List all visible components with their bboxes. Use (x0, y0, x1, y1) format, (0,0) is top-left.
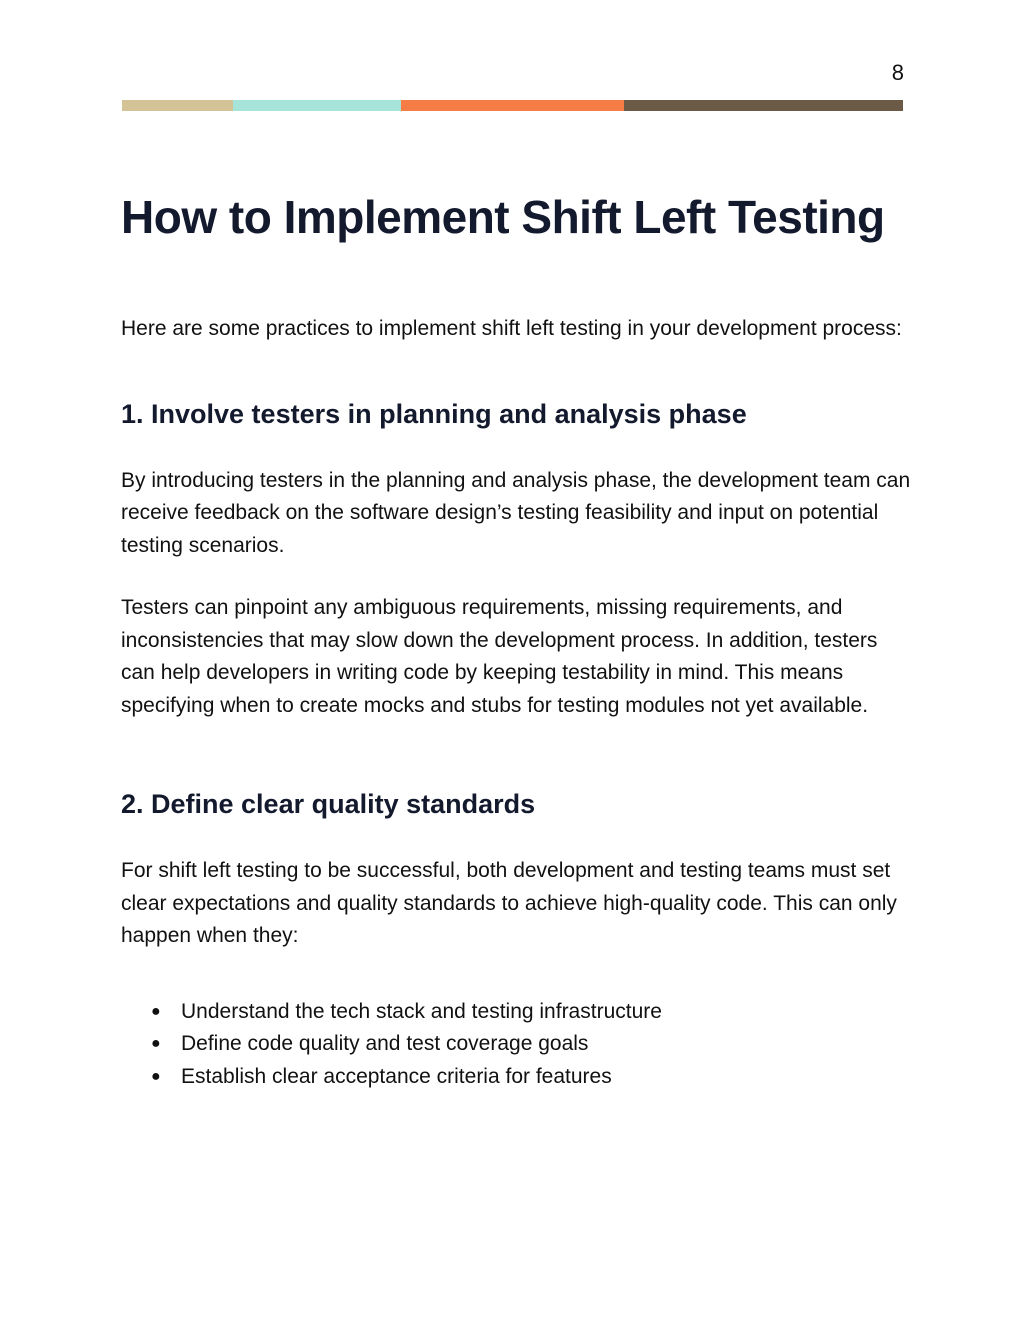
color-bar-segment (122, 100, 233, 111)
quality-standards-list (121, 996, 911, 1094)
header-color-bar (122, 100, 903, 111)
bullet-icon: ● (151, 1067, 161, 1085)
list-item (121, 1061, 911, 1094)
page-number: 8 (891, 60, 904, 85)
section-heading-2: 2. Define clear quality standards (121, 789, 536, 819)
section-2-paragraph-1: For shift left testing to be successful, both development and testing teams must set clear expectations and quality standards to achieve high-quality code. This can only happen when they: (121, 859, 897, 947)
list-item-text: Define code quality and test coverage goals (181, 1032, 589, 1055)
page-title: How to Implement Shift Left Testing (121, 191, 885, 243)
bullet-icon: ● (151, 1002, 161, 1020)
document-body (121, 188, 911, 1093)
list-item-text: Understand the tech stack and testing infrastructure (181, 999, 662, 1023)
intro-paragraph: Here are some practices to implement shift left testing in your development process: (121, 317, 902, 340)
list-item-text: Establish clear acceptance criteria for features (181, 1064, 612, 1088)
list-item (121, 996, 911, 1029)
color-bar-segment (233, 100, 401, 111)
color-bar-segment (401, 100, 624, 111)
section-heading-1: 1. Involve testers in planning and analysis phase (121, 398, 747, 429)
color-bar-segment (624, 100, 903, 111)
list-item (121, 1028, 911, 1061)
bullet-icon: ● (151, 1035, 161, 1052)
section-1-paragraph-2: Testers can pinpoint any ambiguous requirements, missing requirements, and inconsistencies that may slow down the development process. In addition, testers can help developers in writing code by keeping testability in mind. This means specifying when to create mocks and stubs for testing modules not yet available. (121, 596, 878, 717)
section-1-paragraph-1: By introducing testers in the planning and analysis phase, the development team can receive feedback on the software design’s testing feasibility and input on potential testing scenarios. (121, 468, 911, 557)
